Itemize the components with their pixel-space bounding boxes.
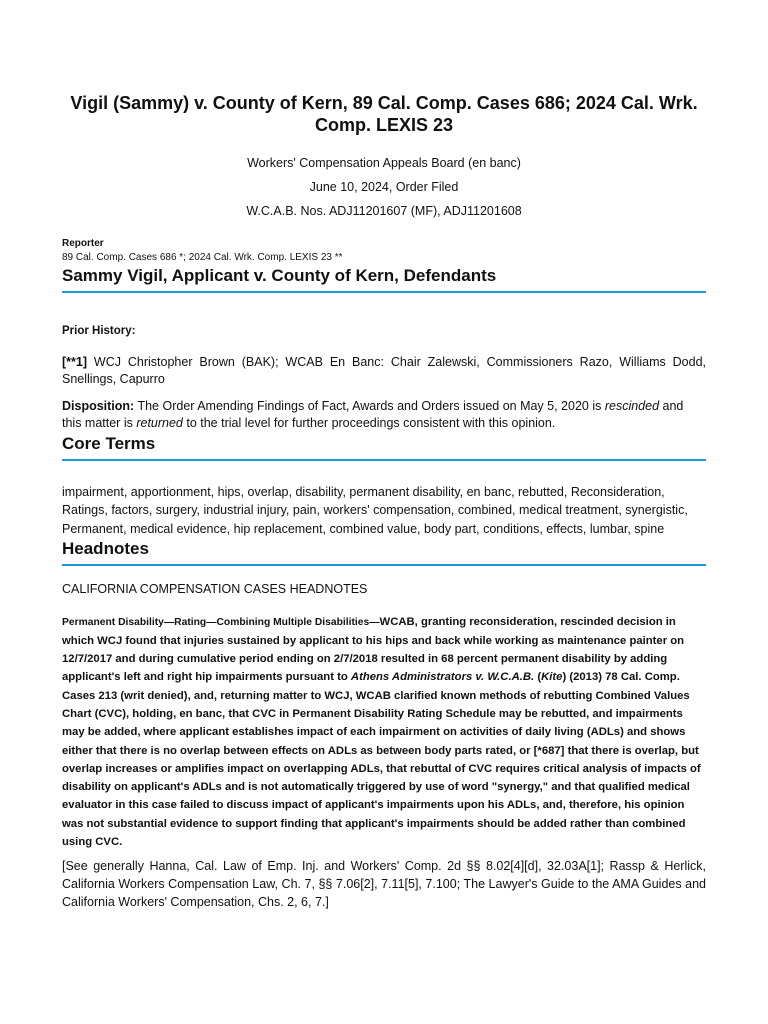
parties-heading: Sammy Vigil, Applicant v. County of Kern, Defendants: [62, 265, 706, 293]
disposition-text-3: to the trial level for further proceedings consistent with this opinion.: [182, 416, 556, 430]
core-terms-heading: Core Terms: [62, 433, 706, 461]
disposition-emphasis-1: rescinded: [604, 398, 660, 413]
reporter-citation: 89 Cal. Comp. Cases 686 *; 2024 Cal. Wrk. Comp. LEXIS 23 **: [62, 252, 343, 263]
headnote-text-1: WCAB, granting reconsideration, rescinded decision in which WCJ found that injuries sustained by applicant to his hips and back while working as maintenance painter on 12/7/2017 and during cumulative period ending on 2/7/2018 resulted in 68 percent permanent disability by adding applicant's left and right hip impairments pursuant to: [62, 615, 685, 684]
case-numbers: W.C.A.B. Nos. ADJ11201607 (MF), ADJ11201608: [246, 204, 522, 218]
headnote-body: [62, 613, 706, 852]
page-marker: [**1]: [62, 354, 88, 369]
disposition-text-2: and this matter is: [62, 398, 684, 430]
document-title: Vigil (Sammy) v. County of Kern, 89 Cal. Comp. Cases 686; 2024 Cal. Wrk. Comp. LEXIS 23: [70, 93, 698, 135]
headnote-text-3: that there is overlap, but overlap increases or amplifies impact on overlapping ADLs, that rebuttal of CVC requires critical analysis of impacts of disability on applicant's ADLs and is not automatically triggered by use of word "synergy," and that qualified medical evaluator in this case failed to discuss impact of applicant's impairments upon his ADLs, and, therefore, his opinion was not substantial evidence to support finding that applicant's impairments should be added rather than combined using CVC.: [62, 744, 701, 849]
prior-history-label: Prior History:: [62, 325, 136, 337]
court-name: Workers' Compensation Appeals Board (en banc): [247, 156, 521, 170]
disposition-text-1: The Order Amending Findings of Fact, Awards and Orders issued on May 5, 2020 is: [134, 398, 605, 413]
case-short-name: Kite: [541, 671, 563, 684]
disposition-emphasis-2: returned: [136, 416, 183, 430]
prior-history-body: WCJ Christopher Brown (BAK); WCAB En Banc: Chair Zalewski, Commissioners Razo, Williams Dodd, Snellings, Capurro: [62, 354, 706, 386]
headnote-category: Permanent Disability—Rating—Combining Multiple Disabilities—: [62, 616, 380, 628]
headnotes-label: CALIFORNIA COMPENSATION CASES HEADNOTES: [62, 582, 368, 596]
prior-history-text: [62, 354, 706, 389]
star-page-marker: [*687]: [533, 744, 565, 757]
case-meta: [62, 151, 706, 223]
disposition-label: Disposition:: [62, 398, 135, 413]
headnote-text-2: ) (2013) 78 Cal. Comp. Cases 213 (writ denied), and, returning matter to WCJ, WCAB clarified known methods of rebutting Combined Values Chart (CVC), holding, en banc, that CVC in Permanent Disability Rating Schedule may be rebutted, and impairments may be added, where applicant establishes impact of each impairment on activities of daily living (ADLs) and shows either that there is no overlap between effects on ADLs as between body parts rated, or: [62, 671, 690, 757]
case-paren: (: [534, 671, 542, 684]
headnotes-heading: Headnotes: [62, 538, 706, 566]
core-terms-text: impairment, apportionment, hips, overlap, disability, permanent disability, en banc, rebutted, Reconsideration, Ratings, factors, surgery, industrial injury, pain, workers' compensation, combined, medical treatment, synergistic, Permanent, medical evidence, hip replacement, combined value, body part, conditions, effects, lumbar, spine: [62, 484, 688, 536]
filing-date: June 10, 2024, Order Filed: [309, 180, 459, 194]
reporter-label: Reporter: [62, 238, 104, 249]
see-generally: [See generally Hanna, Cal. Law of Emp. Inj. and Workers' Comp. 2d §§ 8.02[4][d], 32.03A[1]; Rassp & Herlick, California Workers Compensation Law, Ch. 7, §§ 7.06[2], 7.11[5], 7.100; The Lawyer's Guide to the AMA Guides and California Workers' Compensation, Chs. 2, 6, 7.]: [62, 859, 706, 910]
disposition: [62, 398, 706, 433]
case-name-emphasis: Athens Administrators v. W.C.A.B.: [350, 671, 535, 684]
reporter-block: [62, 237, 706, 265]
